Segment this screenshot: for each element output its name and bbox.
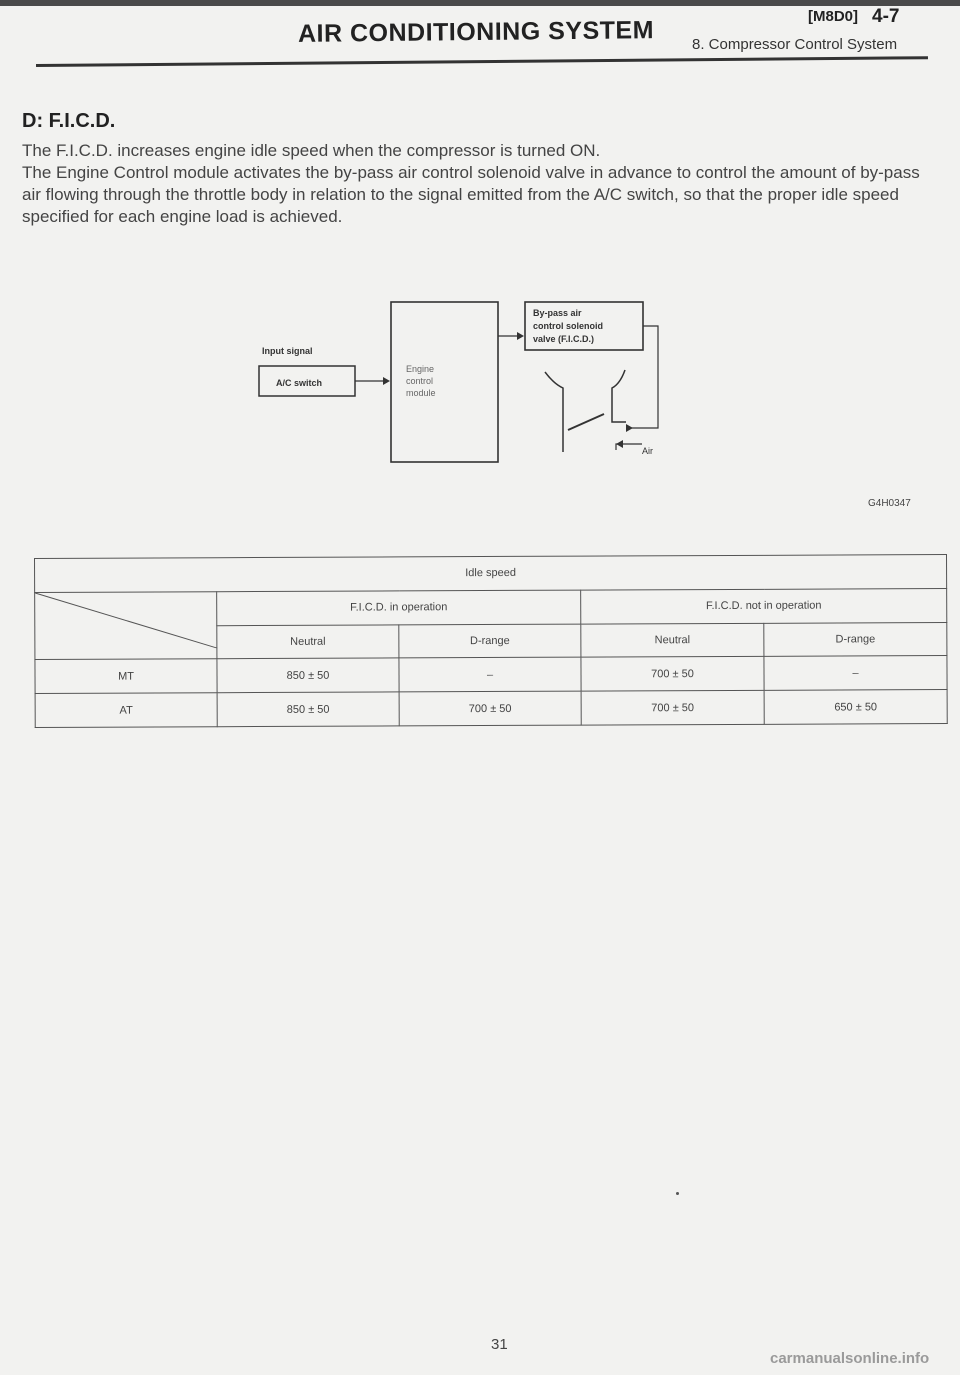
table-cell: 850 ± 50 [217,692,399,727]
table-cell: 700 ± 50 [399,691,581,726]
idle-speed-table [34,554,948,728]
paragraph-intro: The F.I.C.D. increases engine idle speed when the compressor is turned ON. [22,141,601,160]
row-label: MT [35,659,217,694]
stray-mark [676,1192,679,1195]
table-cell: 650 ± 50 [764,690,947,725]
table-corner-cell [35,592,217,660]
switch-to-ecm-arrow [383,377,390,385]
corner-diagonal [35,592,217,649]
page-number: 31 [491,1336,508,1353]
ecm-label-line1: Engine [406,364,435,374]
throttle-body-right [612,370,626,422]
page-reference: 4-7 [872,6,900,27]
section-heading: D: F.I.C.D. [22,110,116,132]
watermark: carmanualsonline.info [770,1350,930,1367]
header-rule [36,56,928,67]
table-title: Idle speed [35,555,947,593]
air-label: Air [642,446,653,456]
table-cell: 850 ± 50 [217,658,399,693]
table-row [35,690,947,728]
throttle-body-left [545,372,563,452]
table-row [35,656,947,694]
ecm-label-line3: module [406,388,436,398]
subheader-cell: D-range [399,624,581,659]
page-header-subtitle: 8. Compressor Control System [692,36,898,53]
table-cell: – [399,658,581,693]
input-signal-label: Input signal [262,346,313,356]
subheader-cell: D-range [764,622,947,657]
section-code: [M8D0] [808,8,859,25]
ac-switch-label: A/C switch [276,378,323,388]
table-cell: 700 ± 50 [581,691,764,726]
table-cell: – [764,656,947,691]
valve-label-line1: By-pass air [533,308,582,318]
ecm-to-valve-arrow [517,332,524,340]
table-cell: 700 ± 50 [581,657,764,692]
subheader-cell: Neutral [581,623,764,658]
air-arrow [616,440,623,448]
bypass-passage-line [630,326,658,428]
ecm-label-line2: control [406,376,434,386]
bypass-arrow [626,424,633,432]
paragraph-description: The Engine Control module activates the by-pass air control solenoid valve in advance to control the amount of by-pass air flowing through the throttle body in relation to the signal emitted from the A/C switch, so that the proper idle speed specified for each engine load is achieved. [22,163,920,226]
top-border [0,0,960,6]
figure-code: G4H0347 [868,498,911,509]
ficd-diagram [250,290,680,480]
group-header-ficd-off: F.I.C.D. not in operation [581,588,947,623]
group-header-ficd-on: F.I.C.D. in operation [217,590,581,625]
row-label: AT [35,693,217,728]
page-header-title: AIR CONDITIONING SYSTEM [297,16,655,48]
valve-label-line3: valve (F.I.C.D.) [533,334,595,344]
valve-label-line2: control solenoid [533,321,604,331]
subheader-cell: Neutral [217,625,399,660]
throttle-valve [568,414,604,430]
